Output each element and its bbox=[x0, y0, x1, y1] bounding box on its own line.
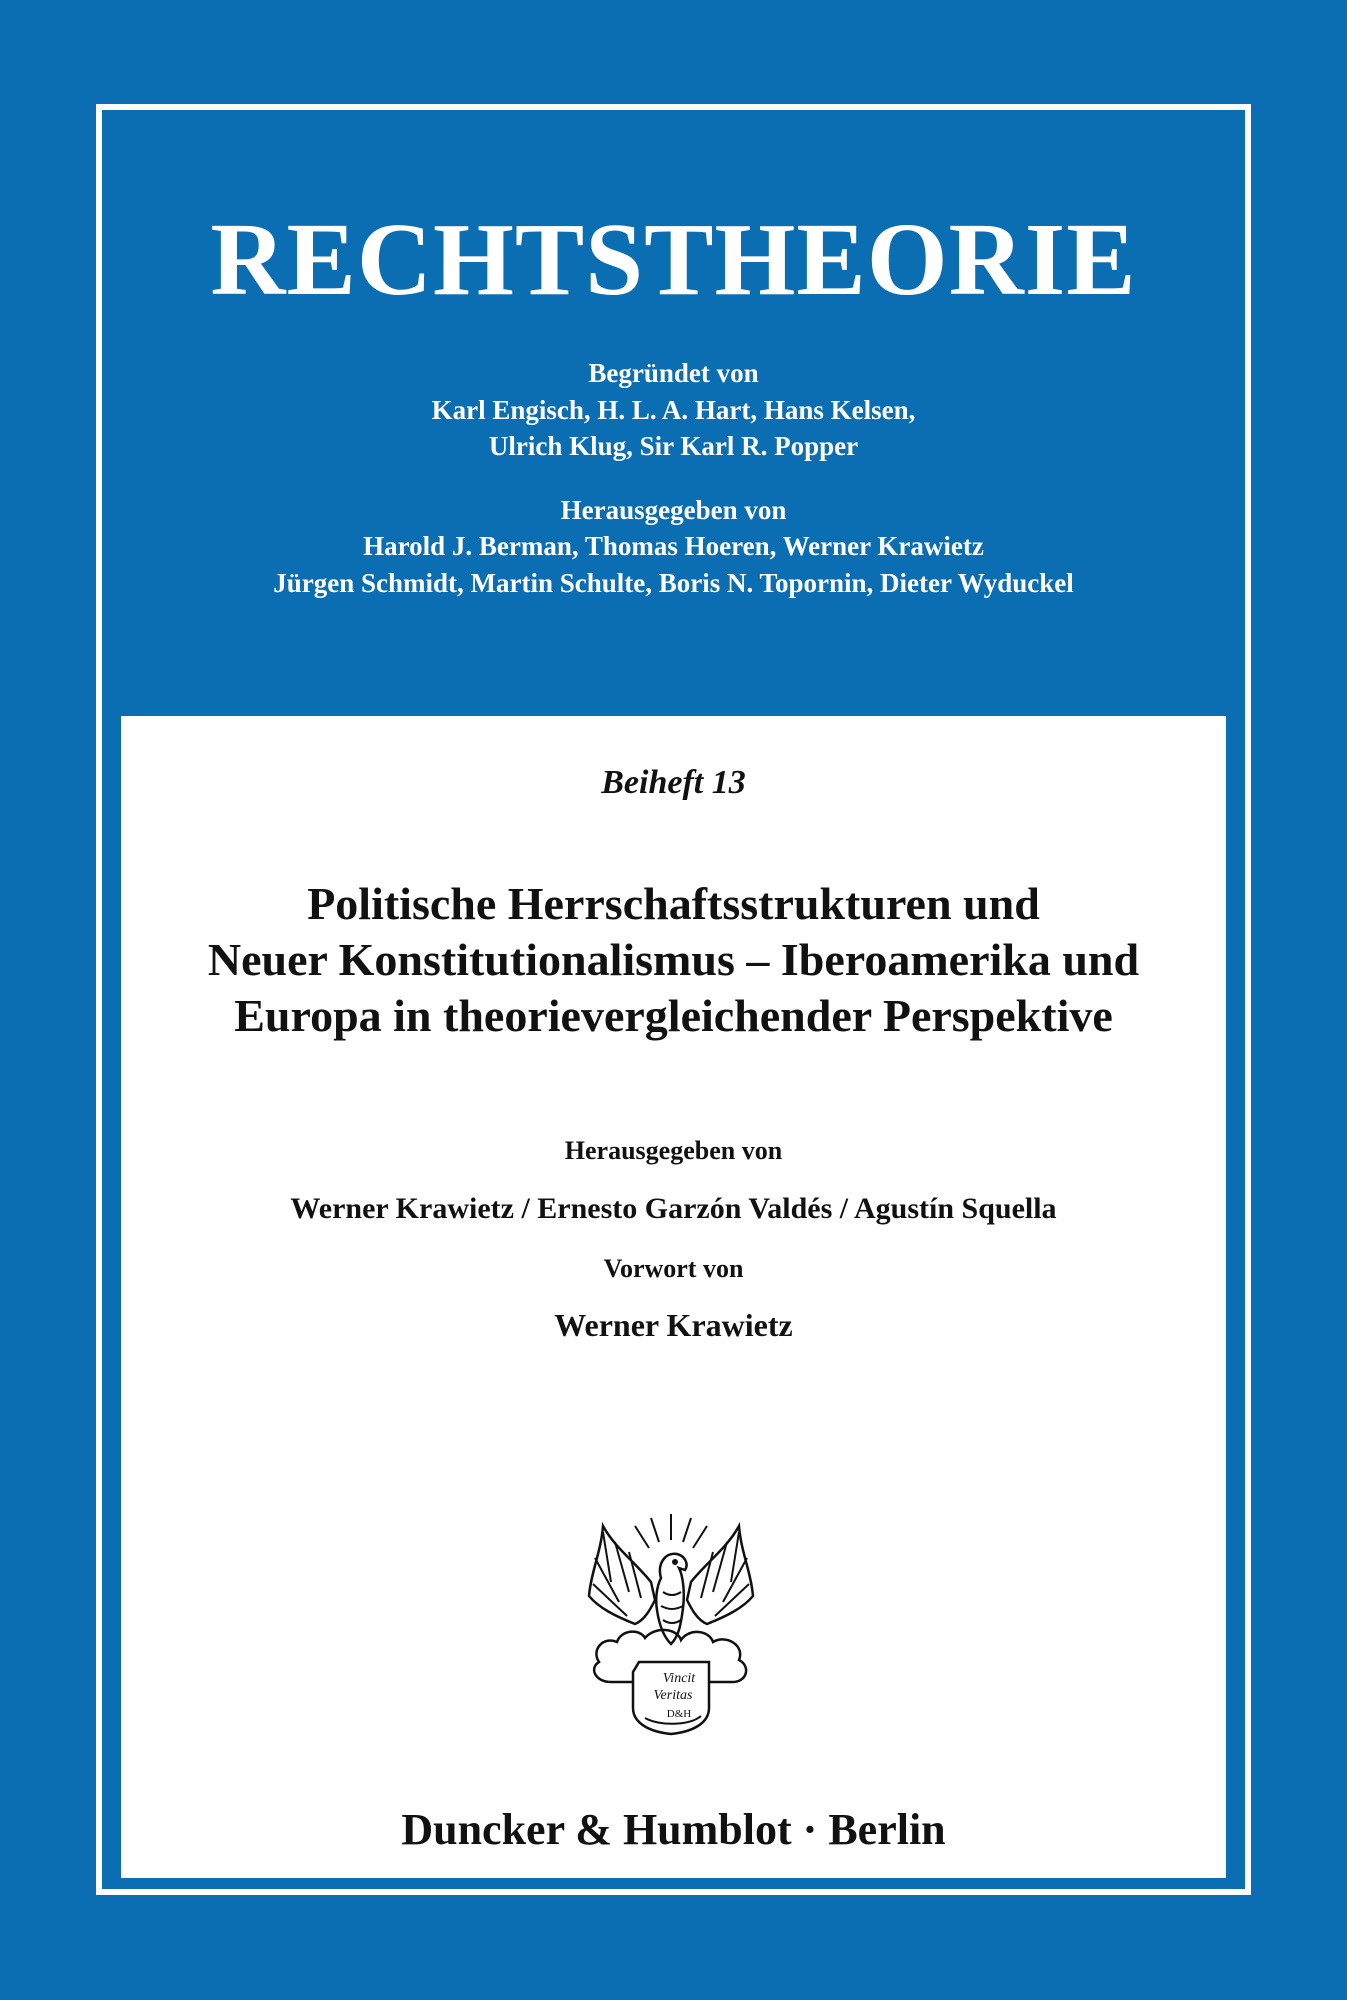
series-title: RECHTSTHEORIE bbox=[210, 202, 1137, 317]
white-panel bbox=[121, 716, 1226, 1878]
book-title-line-3: Europa in theorievergleichender Perspektive bbox=[234, 990, 1113, 1041]
supplement-number: Beiheft 13 bbox=[601, 764, 746, 801]
book-editors: Werner Krawietz / Ernesto Garzón Valdés / Agustín Squella bbox=[290, 1192, 1057, 1225]
logo-initials: D&H bbox=[666, 1708, 692, 1720]
white-frame bbox=[96, 104, 1251, 1895]
foreword-author: Werner Krawietz bbox=[554, 1307, 793, 1343]
publisher-name: Duncker & Humblot · Berlin bbox=[401, 1805, 946, 1854]
founders-line-1: Karl Engisch, H. L. A. Hart, Hans Kelsen, bbox=[431, 395, 916, 425]
series-editors-line-2: Jürgen Schmidt, Martin Schulte, Boris N. Topornin, Dieter Wyduckel bbox=[273, 568, 1074, 598]
book-title-line-1: Politische Herrschaftsstrukturen und bbox=[307, 878, 1040, 929]
series-editors-label: Herausgegeben von bbox=[560, 495, 787, 525]
founders-line-2: Ulrich Klug, Sir Karl R. Popper bbox=[488, 431, 859, 461]
publisher-eagle-logo bbox=[585, 1512, 757, 1738]
logo-motto-line-2: Veritas bbox=[653, 1688, 693, 1703]
founded-label: Begründet von bbox=[588, 358, 759, 388]
book-title bbox=[121, 876, 1226, 1044]
book-title-line-2: Neuer Konstitutionalismus – Iberoamerika und bbox=[207, 934, 1140, 985]
foreword-label: Vorwort von bbox=[603, 1254, 744, 1283]
series-editors-line-1: Harold J. Berman, Thomas Hoeren, Werner Krawietz bbox=[363, 531, 984, 561]
book-editors-label: Herausgegeben von bbox=[564, 1136, 783, 1165]
logo-motto-line-1: Vincit bbox=[662, 1671, 696, 1686]
